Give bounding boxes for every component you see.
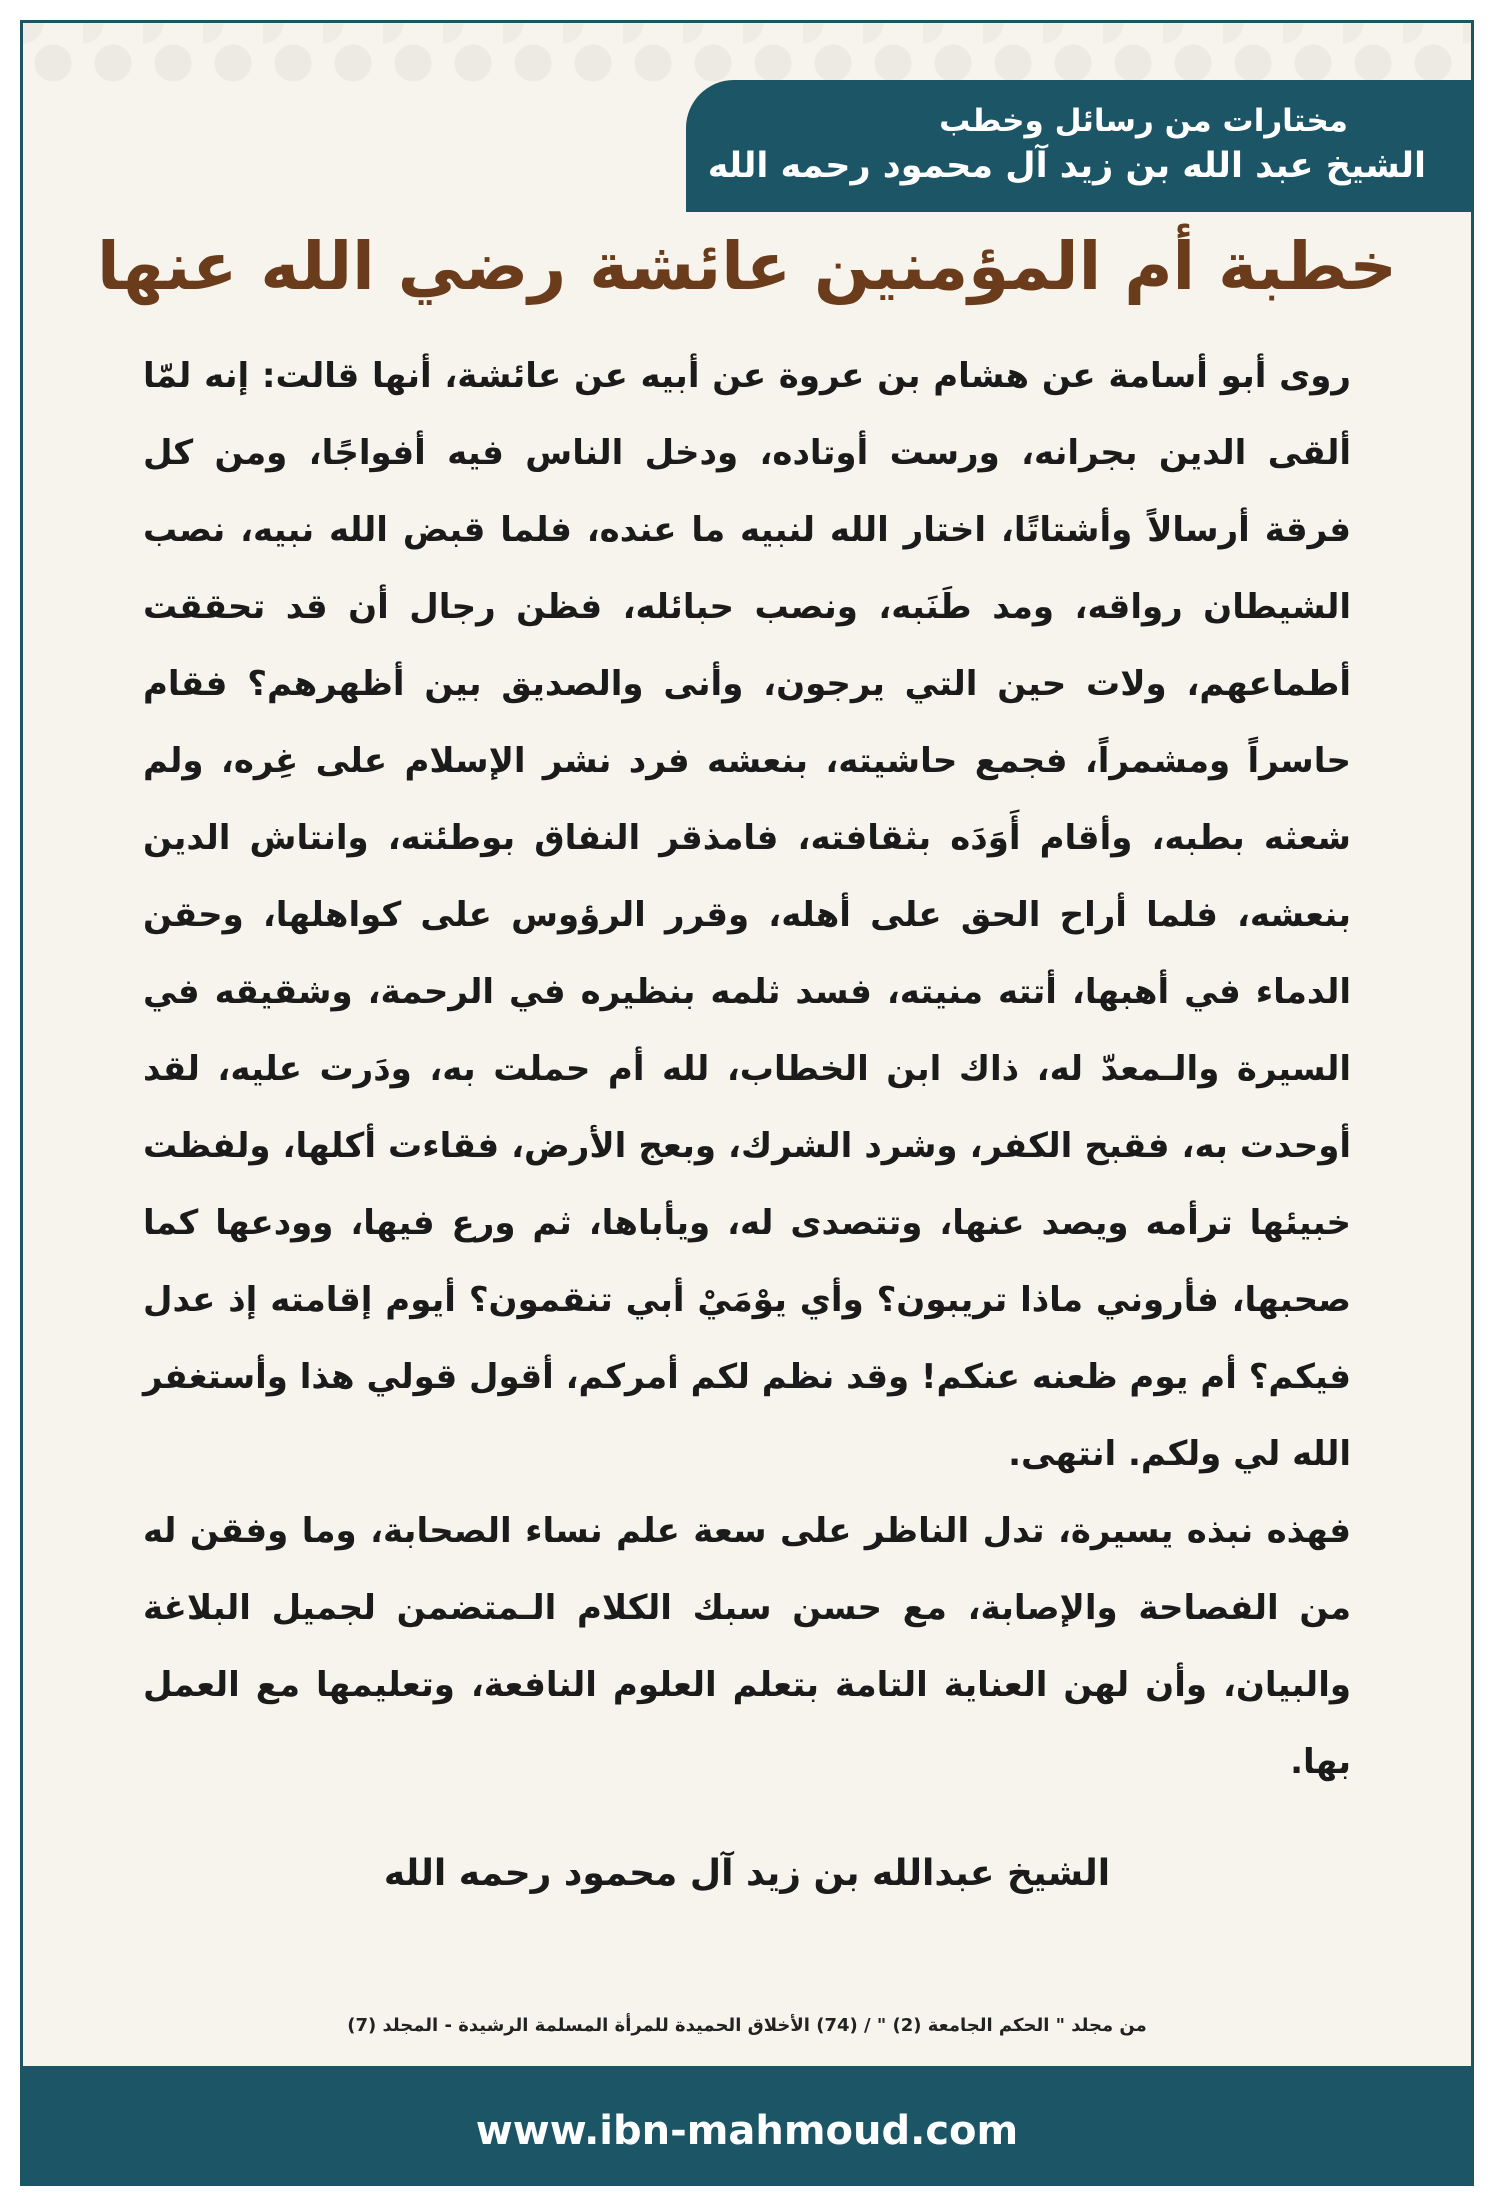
commentary-paragraph: فهذه نبذه يسيرة، تدل الناظر على سعة علم نساء الصحابة، وما وفقن له من الفصاحة والإصابة، مع حسن سبك الكلام الـمتضمن لجميل البلاغة والبيان، وأن لهن العناية التامة بتعلم العلوم النافعة، وتعليمها مع العمل بها. — [143, 1511, 1351, 1782]
page-frame — [20, 20, 1474, 2186]
signature: الشيخ عبدالله بن زيد آل محمود رحمه الله — [383, 1853, 1111, 1894]
website-link[interactable]: www.ibn-mahmoud.com — [475, 2107, 1019, 2154]
header-series-title: مختارات من رسائل وخطب — [939, 103, 1348, 140]
page-title: خطبة أم المؤمنين عائشة رضي الله عنها — [97, 228, 1397, 305]
source-citation: من مجلد " الحكم الجامعة (2) " / (74) الأخلاق الحميدة للمرأة المسلمة الرشيدة - المجلد (7) — [347, 2015, 1147, 2036]
header-banner — [686, 80, 1474, 212]
speech-paragraph: روى أبو أسامة عن هشام بن عروة عن أبيه عن عائشة، أنها قالت: إنه لمّا ألقى الدين بجرانه، ورست أوتاده، ودخل الناس فيه أفواجًا، ومن كل فرقة أرسالاً وأشتاتًا، اختار الله لنبيه ما عنده، فلما قبض الله نبيه، نصب الشيطان رواقه، ومد طَنَبه، ونصب حبائله، فظن رجال أن قد تحققت أطماعهم، ولات حين التي يرجون، وأنى والصديق بين أظهرهم؟ فقام حاسراً ومشمراً، فجمع حاشيته، بنعشه فرد نشر الإسلام على غِره، ولم شعثه بطبه، وأقام أَوَدَه بثقافته، فامذقر النفاق بوطئته، وانتاش الدين بنعشه، فلما أراح الحق على أهله، وقرر الرؤوس على كواهلها، وحقن الدماء في أهبها، أتته منيته، فسد ثلمه بنظيره في الرحمة، وشقيقه في السيرة والـمعدّ له، ذاك ابن الخطاب، لله أم حملت به، ودَرت عليه، لقد أوحدت به، فقبح الكفر، وشرد الشرك، وبعج الأرض، فقاءت أكلها، ولفظت خبيئها ترأمه ويصد عنها، وتتصدى له، ويأباها، ثم ورع فيها، وودعها كما صحبها، فأروني ماذا تريبون؟ وأي يوْمَيْ أبي تنقمون؟ أيوم إقامته إذ عدل فيكم؟ أم يوم ظعنه عنكم! وقد نظم لكم أمركم، أقول قولي هذا وأستغفر الله لي ولكم. انتهى. — [143, 356, 1351, 1474]
footer-bar — [23, 2068, 1471, 2183]
header-author: الشيخ عبد الله بن زيد آل محمود رحمه الله — [707, 146, 1426, 187]
